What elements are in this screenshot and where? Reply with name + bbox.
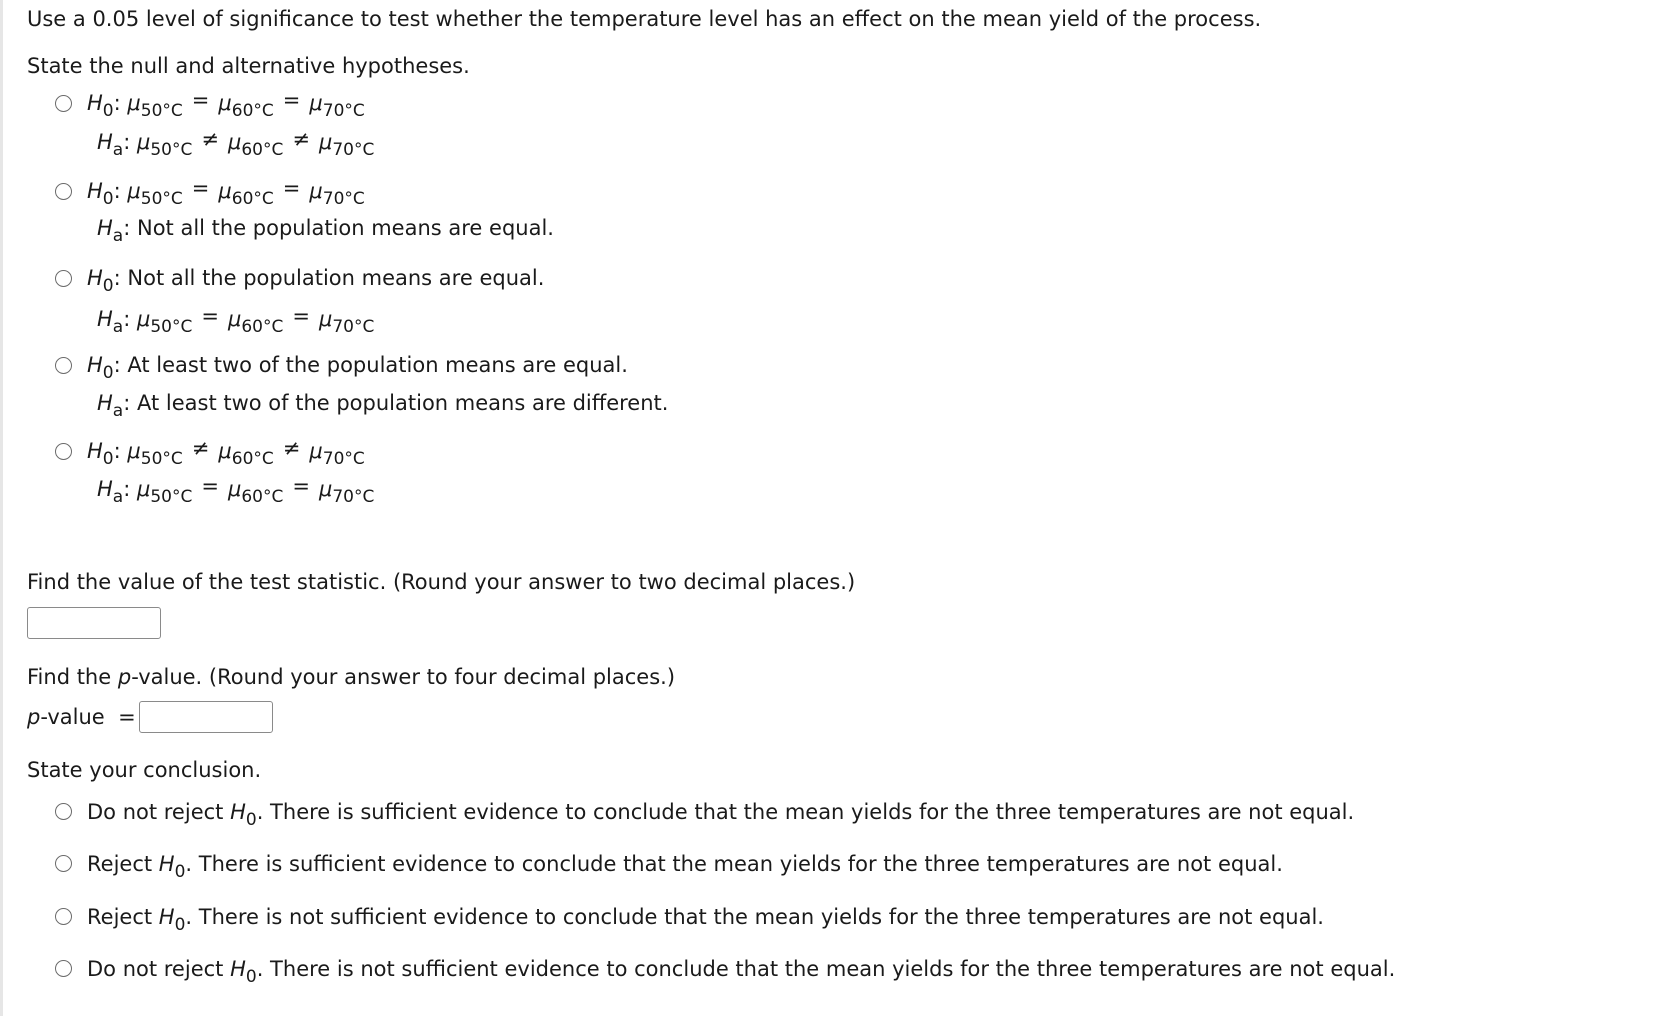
p-value-prompt-text: Find the [27, 665, 118, 689]
p-letter: p [27, 705, 41, 729]
mu-symbol: μ [127, 179, 141, 203]
p-value-prompt [27, 664, 675, 690]
h-symbol: H [158, 905, 175, 929]
radio-button[interactable] [55, 95, 72, 112]
left-border [0, 0, 3, 1016]
operator: ≠ [201, 127, 219, 151]
subscript: 60°C [231, 189, 274, 209]
hypothesis-text: Not all the population means are equal. [136, 216, 554, 240]
subscript: 0 [102, 189, 114, 209]
test-statistic-prompt: Find the value of the test statistic. (Round your answer to two decimal places.) [27, 570, 856, 594]
subscript: a [112, 140, 124, 160]
subscript: a [112, 317, 124, 337]
mu-symbol: μ [218, 439, 232, 463]
h-symbol: H [97, 391, 113, 415]
subscript: 70°C [332, 487, 375, 507]
h-symbol: H [97, 216, 113, 240]
subscript: a [112, 487, 124, 507]
subscript: 0 [245, 967, 257, 987]
h-symbol: H [230, 800, 246, 824]
option-2-null [87, 176, 365, 209]
radio-button[interactable] [55, 908, 72, 925]
h-symbol: H [87, 266, 103, 290]
conclusion-lead: Reject [87, 852, 159, 876]
radio-button[interactable] [55, 443, 72, 460]
option-1-null [87, 88, 365, 121]
subscript: 0 [102, 363, 114, 383]
test-statistic-input[interactable] [27, 607, 161, 639]
subscript: 70°C [332, 140, 375, 160]
operator: = [191, 88, 210, 112]
conclusion-prompt: State your conclusion. [27, 758, 262, 782]
option-5-alternative [97, 474, 375, 507]
subscript: 0 [102, 276, 114, 296]
conclusion-lead: Reject [87, 905, 159, 929]
colon: : [113, 179, 121, 203]
h-symbol: H [87, 353, 103, 377]
subscript: a [112, 226, 124, 246]
h-symbol: H [87, 179, 103, 203]
mu-symbol: μ [309, 179, 323, 203]
h-symbol: H [97, 307, 113, 331]
radio-button[interactable] [55, 270, 72, 287]
subscript: 0 [102, 449, 114, 469]
radio-button[interactable] [55, 183, 72, 200]
p-value-label [27, 704, 136, 730]
operator: = [201, 474, 219, 498]
option-3-null [87, 266, 545, 296]
colon: : [123, 216, 131, 240]
subscript: 0 [174, 915, 186, 935]
hypotheses-prompt: State the null and alternative hypotheses. [27, 54, 470, 78]
hypothesis-text: At least two of the population means are different. [136, 391, 669, 415]
operator: = [282, 88, 301, 112]
mu-symbol: μ [127, 91, 141, 115]
subscript: 50°C [150, 140, 193, 160]
h-symbol: H [230, 957, 246, 981]
mu-symbol: μ [218, 179, 232, 203]
period: . [256, 800, 264, 824]
period: . [256, 957, 264, 981]
subscript: 70°C [322, 189, 365, 209]
colon: : [113, 91, 121, 115]
mu-symbol: μ [318, 307, 333, 331]
colon: : [113, 266, 121, 290]
p-value-prompt-text: -value. (Round your answer to four decimal places.) [131, 665, 676, 689]
subscript: 50°C [150, 317, 193, 337]
mu-symbol: μ [127, 439, 141, 463]
subscript: 60°C [241, 487, 284, 507]
subscript: a [112, 401, 124, 421]
operator: ≠ [191, 436, 210, 460]
hypothesis-text: At least two of the population means are equal. [127, 353, 628, 377]
operator: = [292, 474, 310, 498]
hypothesis-text: Not all the population means are equal. [127, 266, 545, 290]
period: . [185, 852, 193, 876]
question-intro: Use a 0.05 level of significance to test whether the temperature level has an effect on the mean yield of the process. [27, 7, 1262, 31]
h-symbol: H [97, 477, 113, 501]
mu-symbol: μ [227, 130, 242, 154]
operator: ≠ [282, 436, 301, 460]
subscript: 70°C [332, 317, 375, 337]
subscript: 50°C [150, 487, 193, 507]
option-1-alternative [97, 127, 375, 160]
conclusion-tail: There is sufficient evidence to conclude that the mean yields for the three temperatures are not equal. [192, 852, 1283, 876]
mu-symbol: μ [318, 477, 333, 501]
conclusion-text [87, 956, 1396, 987]
operator: ≠ [292, 127, 310, 151]
mu-symbol: μ [227, 477, 242, 501]
option-2-alternative [97, 216, 554, 246]
operator: = [191, 176, 210, 200]
conclusion-tail: There is not sufficient evidence to conclude that the mean yields for the three temperatures are not equal. [192, 905, 1324, 929]
subscript: 50°C [140, 189, 183, 209]
subscript: 0 [245, 810, 257, 830]
operator: = [201, 304, 219, 328]
mu-symbol: μ [218, 91, 232, 115]
radio-button[interactable] [55, 855, 72, 872]
option-4-alternative [97, 391, 669, 421]
mu-symbol: μ [309, 91, 323, 115]
mu-symbol: μ [309, 439, 323, 463]
mu-symbol: μ [136, 307, 151, 331]
conclusion-tail: There is sufficient evidence to conclude that the mean yields for the three temperatures are not equal. [263, 800, 1355, 824]
mu-symbol: μ [318, 130, 333, 154]
p-value-input[interactable] [139, 701, 273, 733]
h-symbol: H [158, 852, 175, 876]
mu-symbol: μ [136, 477, 151, 501]
subscript: 50°C [140, 101, 183, 121]
subscript: 60°C [231, 101, 274, 121]
p-letter: p [117, 665, 132, 689]
conclusion-lead: Do not reject [87, 957, 231, 981]
colon: : [113, 353, 121, 377]
colon: : [113, 439, 121, 463]
subscript: 50°C [140, 449, 183, 469]
subscript: 60°C [241, 317, 284, 337]
radio-button[interactable] [55, 803, 72, 820]
operator: = [282, 176, 301, 200]
colon: : [123, 391, 131, 415]
subscript: 60°C [231, 449, 274, 469]
h-symbol: H [97, 130, 113, 154]
subscript: 70°C [322, 101, 365, 121]
operator: = [292, 304, 310, 328]
subscript: 0 [102, 101, 114, 121]
option-3-alternative [97, 304, 375, 337]
subscript: 0 [174, 862, 186, 882]
p-value-label-text: -value = [40, 705, 136, 729]
conclusion-text [87, 851, 1283, 882]
h-symbol: H [87, 91, 103, 115]
period: . [185, 905, 193, 929]
mu-symbol: μ [136, 130, 151, 154]
conclusion-text [87, 904, 1324, 935]
conclusion-lead: Do not reject [87, 800, 231, 824]
radio-button[interactable] [55, 960, 72, 977]
conclusion-text [87, 799, 1355, 830]
conclusion-tail: There is not sufficient evidence to conclude that the mean yields for the three temperatures are not equal. [263, 957, 1396, 981]
radio-button[interactable] [55, 357, 72, 374]
colon: : [123, 307, 131, 331]
colon: : [123, 130, 131, 154]
subscript: 60°C [241, 140, 284, 160]
colon: : [123, 477, 131, 501]
subscript: 70°C [322, 449, 365, 469]
h-symbol: H [87, 439, 103, 463]
mu-symbol: μ [227, 307, 242, 331]
option-5-null [87, 436, 365, 469]
option-4-null [87, 353, 628, 383]
